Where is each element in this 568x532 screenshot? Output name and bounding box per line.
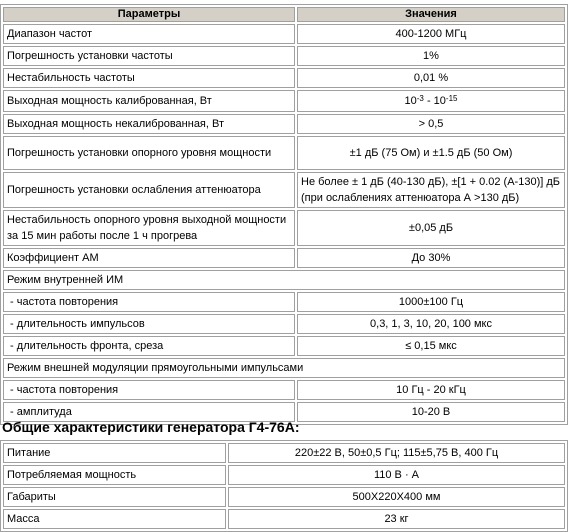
value-separator: - <box>423 95 434 107</box>
value-cell: 220±22 В, 50±0,5 Гц; 115±5,75 В, 400 Гц <box>228 443 565 463</box>
param-cell: - длительность фронта, среза <box>3 336 295 356</box>
value-cell: 10 Гц - 20 кГц <box>297 380 565 400</box>
table-row <box>3 292 565 312</box>
value-cell: 1000±100 Гц <box>297 292 565 312</box>
value-exp-2: -15 <box>445 94 458 103</box>
param-cell: Питание <box>3 443 226 463</box>
table-row <box>3 509 565 529</box>
param-cell: Масса <box>3 509 226 529</box>
param-cell: Нестабильность опорного уровня выходной мощности за 15 мин работы после 1 ч прогрева <box>3 210 295 246</box>
param-cell: - частота повторения <box>3 380 295 400</box>
table-row <box>3 46 565 66</box>
table-row <box>3 465 565 485</box>
value-cell: 0,01 % <box>297 68 565 88</box>
value-cell: 23 кг <box>228 509 565 529</box>
table-row <box>3 443 565 463</box>
section-row <box>3 270 565 290</box>
table-row <box>3 172 565 208</box>
table-row <box>3 68 565 88</box>
table-row <box>3 380 565 400</box>
table-row <box>3 90 565 112</box>
param-cell: Нестабильность частоты <box>3 68 295 88</box>
header-row <box>3 7 565 22</box>
value-cell: 110 В · А <box>228 465 565 485</box>
value-cell: 10-20 В <box>297 402 565 422</box>
value-base-2: 10 <box>433 95 446 107</box>
value-base-1: 10 <box>404 95 417 107</box>
table-row <box>3 487 565 507</box>
value-cell: 500X220X400 мм <box>228 487 565 507</box>
header-parameters: Параметры <box>3 7 295 22</box>
value-cell: 400-1200 МГц <box>297 24 565 44</box>
value-cell: Не более ± 1 дБ (40-130 дБ), ±[1 + 0.02 (А-130)] дБ (при ослаблениях аттенюатора А >130 дБ) <box>297 172 565 208</box>
value-cell: > 0,5 <box>297 114 565 134</box>
table-row <box>3 248 565 268</box>
param-cell: Погрешность установки опорного уровня мощности <box>3 136 295 170</box>
table-row <box>3 24 565 44</box>
value-cell: ±0,05 дБ <box>297 210 565 246</box>
section-cell: Режим внутренней ИМ <box>3 270 565 290</box>
value-cell: 1% <box>297 46 565 66</box>
general-characteristics-title: Общие характеристики генератора Г4-76А: <box>2 419 300 435</box>
parameters-table <box>0 4 568 425</box>
table-row <box>3 114 565 134</box>
param-cell: - частота повторения <box>3 292 295 312</box>
param-cell: Диапазон частот <box>3 24 295 44</box>
value-cell: 0,3, 1, 3, 10, 20, 100 мкс <box>297 314 565 334</box>
table-row <box>3 136 565 170</box>
param-cell: Габариты <box>3 487 226 507</box>
param-cell: Погрешность установки ослабления аттенюатора <box>3 172 295 208</box>
value-cell <box>297 90 565 112</box>
section-cell: Режим внешней модуляции прямоугольными импульсами <box>3 358 565 378</box>
value-exp-1: -3 <box>416 94 424 103</box>
param-cell: - длительность импульсов <box>3 314 295 334</box>
general-characteristics-table <box>0 440 568 532</box>
table-row <box>3 314 565 334</box>
table-row <box>3 336 565 356</box>
param-cell: - амплитуда <box>3 402 295 422</box>
table-row <box>3 210 565 246</box>
value-cell: ≤ 0,15 мкс <box>297 336 565 356</box>
param-cell: Выходная мощность калиброванная, Вт <box>3 90 295 112</box>
param-cell: Потребляемая мощность <box>3 465 226 485</box>
header-values: Значения <box>297 7 565 22</box>
param-cell: Коэффициент АМ <box>3 248 295 268</box>
value-cell: ±1 дБ (75 Ом) и ±1.5 дБ (50 Ом) <box>297 136 565 170</box>
section-row <box>3 358 565 378</box>
param-cell: Выходная мощность некалиброванная, Вт <box>3 114 295 134</box>
param-cell: Погрешность установки частоты <box>3 46 295 66</box>
value-cell: До 30% <box>297 248 565 268</box>
